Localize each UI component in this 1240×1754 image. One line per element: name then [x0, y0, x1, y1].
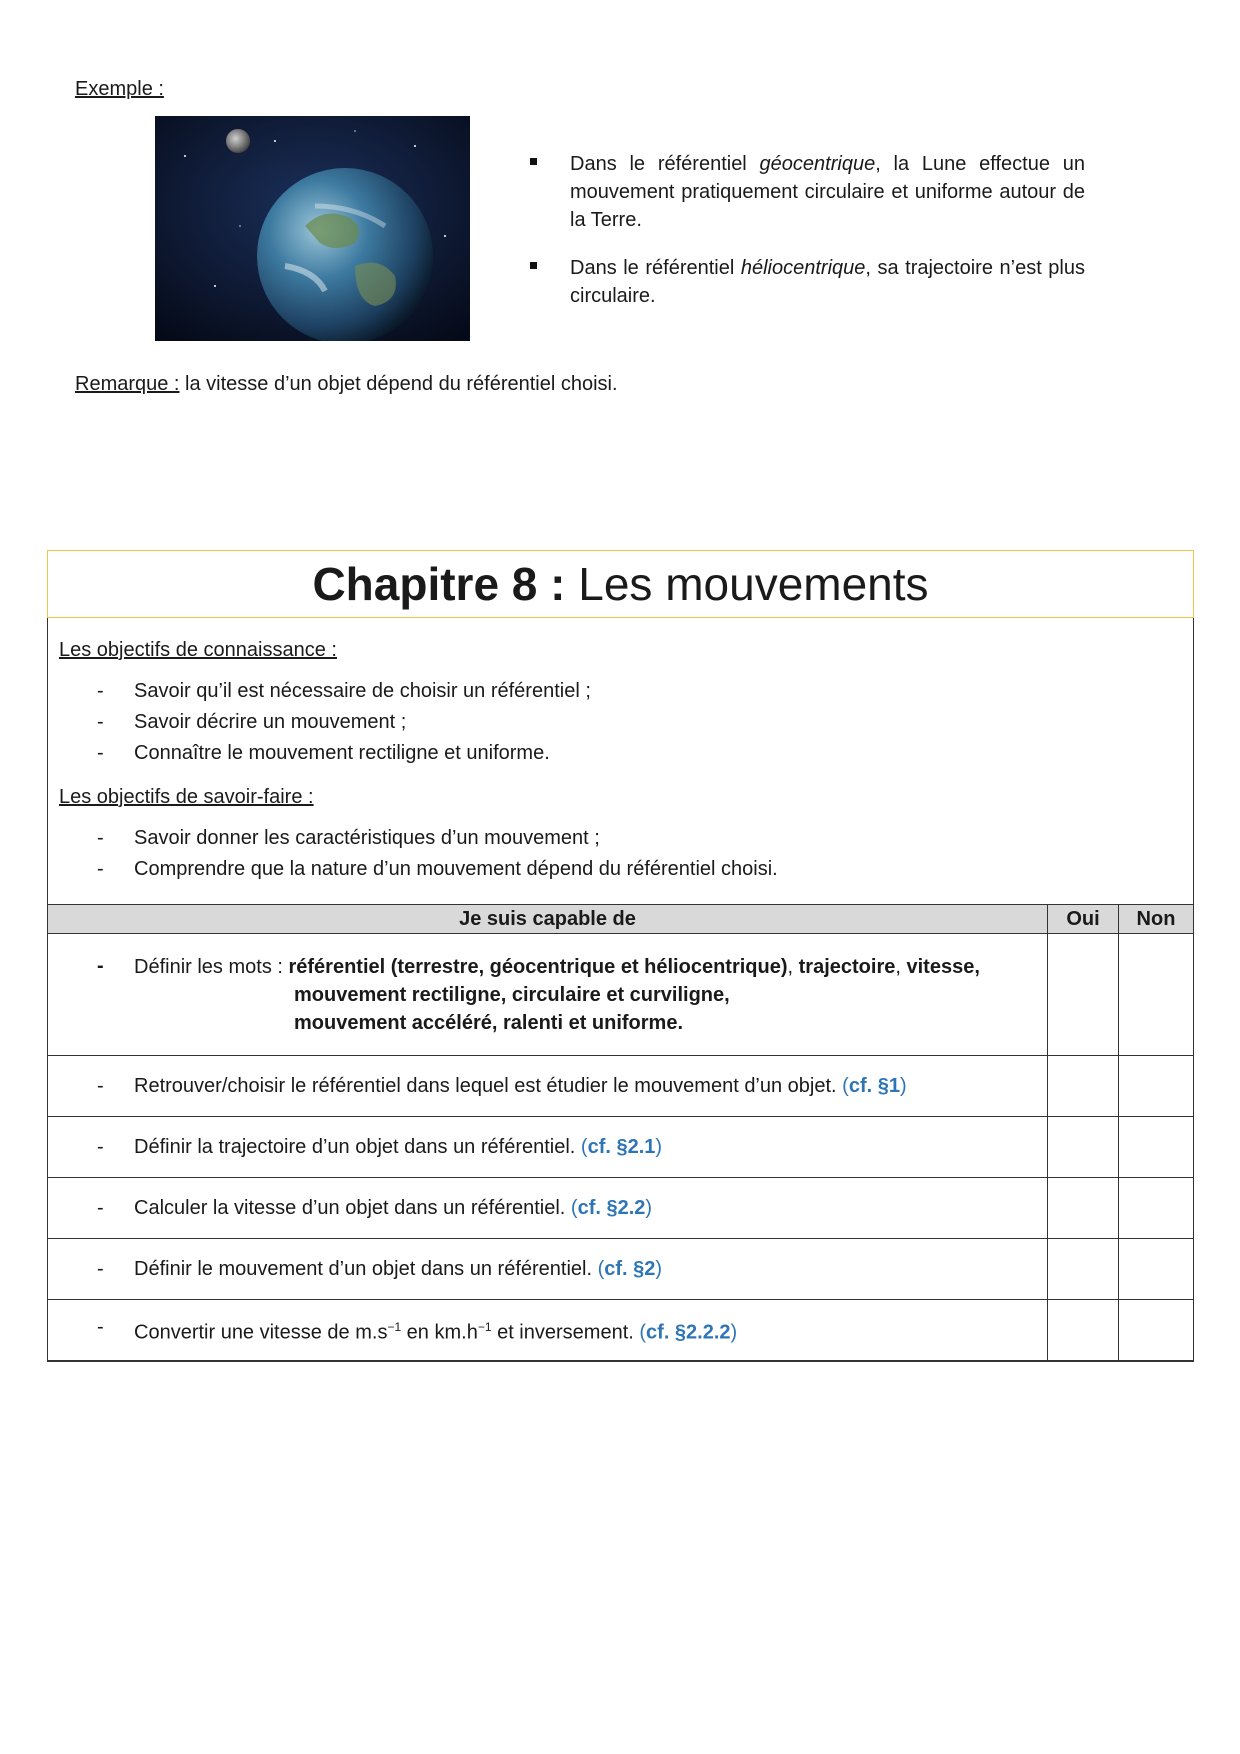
knowledge-objectives: [59, 636, 1179, 769]
bullet-text: , sa trajectoire n’est plus circulaire.: [570, 257, 1085, 307]
oui-checkbox-cell[interactable]: [1048, 1056, 1119, 1117]
chapter-name: Les mouvements: [565, 558, 929, 610]
remark: [75, 373, 618, 396]
skills-list: [59, 823, 1179, 885]
skill-text: Définir la trajectoire d’un objet dans un référentiel.: [134, 1136, 581, 1158]
skill-keyword: mouvement rectiligne, circulaire et curviligne,: [294, 983, 730, 1006]
skill-cell: - Convertir une vitesse de $m.s^{-1}$ en $km.h^{-1}$ et inversement. (cf. §2.2.2): [48, 1300, 1048, 1361]
skill-keyword: mouvement accéléré, ralenti et uniforme.: [294, 1011, 684, 1034]
section-reference: cf. §2: [604, 1258, 656, 1280]
list-item-text: Connaître le mouvement rectiligne et uniforme.: [134, 742, 550, 764]
skill-keyword: référentiel (terrestre, géocentrique et héliocentrique): [288, 955, 788, 978]
knowledge-heading: Les objectifs de connaissance :: [59, 639, 337, 661]
skill-keyword: trajectoire: [798, 955, 896, 978]
table-row: [48, 934, 1194, 1056]
non-checkbox-cell[interactable]: [1119, 1117, 1194, 1178]
skill-sep: ,: [787, 955, 799, 978]
self-assessment-table: [47, 904, 1194, 1361]
skills-heading: Les objectifs de savoir-faire :: [59, 786, 314, 808]
non-checkbox-cell[interactable]: [1119, 934, 1194, 1056]
table-header-row: [48, 905, 1194, 934]
oui-checkbox-cell[interactable]: [1048, 1117, 1119, 1178]
skill-cell: - Définir le mouvement d’un objet dans un référentiel. (cf. §2): [48, 1239, 1048, 1300]
example-bullet-geocentric: [530, 150, 1085, 234]
square-bullet-icon: [530, 262, 537, 269]
skill-sep: ,: [895, 955, 907, 978]
section-reference: cf. §2.2.2: [646, 1321, 731, 1344]
earth-moon-image: [155, 116, 470, 341]
table-row: [48, 1239, 1194, 1300]
skill-text: en km.h: [401, 1321, 478, 1344]
chapter-title-bar: [47, 550, 1194, 618]
knowledge-list: [59, 676, 1179, 769]
skill-cell: - Définir les mots : référentiel (terrestre, géocentrique et héliocentrique), trajectoire, vitesse, mouvement rectiligne, circulaire et curviligne, mouvement accéléré, ralenti et uniforme.: [48, 934, 1048, 1056]
list-item: - Comprendre que la nature d’un mouvement dépend du référentiel choisi.: [97, 858, 778, 880]
example-bullet-heliocentric: [530, 254, 1085, 310]
skill-objectives: [59, 783, 1179, 885]
list-item: - Savoir décrire un mouvement ;: [97, 711, 407, 733]
table-row: [48, 1300, 1194, 1361]
list-item-text: Savoir qu’il est nécessaire de choisir un référentiel ;: [134, 680, 591, 702]
skill-text: Définir le mouvement d’un objet dans un référentiel.: [134, 1258, 598, 1280]
skill-cell: - Retrouver/choisir le référentiel dans lequel est étudier le mouvement d’un objet. (cf. §1): [48, 1056, 1048, 1117]
list-item-text: Comprendre que la nature d’un mouvement dépend du référentiel choisi.: [134, 858, 778, 880]
skill-text: Calculer la vitesse d’un objet dans un référentiel.: [134, 1197, 571, 1219]
oui-checkbox-cell[interactable]: [1048, 1178, 1119, 1239]
non-checkbox-cell[interactable]: [1119, 1300, 1194, 1361]
exponent: −1: [387, 1320, 402, 1335]
remark-text: la vitesse d’un objet dépend du référentiel choisi.: [179, 373, 618, 395]
section-reference: cf. §2.1: [587, 1136, 656, 1158]
bullet-text: Dans le référentiel: [570, 257, 741, 279]
oui-checkbox-cell[interactable]: [1048, 1239, 1119, 1300]
bullet-emphasis: héliocentrique: [740, 257, 866, 279]
skill-text: et inversement.: [491, 1321, 640, 1344]
skill-cell: - Calculer la vitesse d’un objet dans un référentiel. (cf. §2.2): [48, 1178, 1048, 1239]
oui-checkbox-cell[interactable]: [1048, 1300, 1119, 1361]
list-item-text: Savoir décrire un mouvement ;: [134, 711, 407, 733]
section-reference: cf. §1: [848, 1075, 900, 1097]
skill-text: Définir les mots :: [134, 955, 289, 978]
chapter-box: [47, 550, 1194, 1362]
header-non: Non: [1119, 905, 1194, 934]
section-reference: cf. §2.2: [577, 1197, 646, 1219]
list-item: - Savoir qu’il est nécessaire de choisir un référentiel ;: [97, 680, 591, 702]
square-bullet-icon: [530, 158, 537, 165]
oui-checkbox-cell[interactable]: [1048, 934, 1119, 1056]
list-item: - Connaître le mouvement rectiligne et uniforme.: [97, 742, 550, 764]
table-row: [48, 1117, 1194, 1178]
skill-text: Retrouver/choisir le référentiel dans lequel est étudier le mouvement d’un objet.: [134, 1075, 843, 1097]
chapter-title: [312, 558, 928, 610]
non-checkbox-cell[interactable]: [1119, 1056, 1194, 1117]
bullet-text: , la Lune effectue un mouvement pratiquement circulaire et uniforme autour de la Terre.: [570, 153, 1085, 231]
table-row: [48, 1056, 1194, 1117]
remark-label: Remarque :: [75, 373, 180, 395]
table-row: [48, 1178, 1194, 1239]
bullet-emphasis: géocentrique: [759, 153, 876, 175]
list-item-text: Savoir donner les caractéristiques d’un mouvement ;: [134, 827, 600, 849]
exponent: −1: [477, 1320, 492, 1335]
skill-keyword: vitesse,: [906, 955, 980, 978]
example-heading: Exemple :: [75, 78, 164, 100]
bullet-text: Dans le référentiel: [570, 153, 760, 175]
header-capable: Je suis capable de: [48, 905, 1048, 934]
skill-text: Convertir une vitesse de m.s: [134, 1321, 388, 1344]
skill-cell: - Définir la trajectoire d’un objet dans un référentiel. (cf. §2.1): [48, 1117, 1048, 1178]
header-oui: Oui: [1048, 905, 1119, 934]
non-checkbox-cell[interactable]: [1119, 1239, 1194, 1300]
chapter-number: Chapitre 8 :: [312, 558, 566, 610]
list-item: - Savoir donner les caractéristiques d’un mouvement ;: [97, 827, 600, 849]
non-checkbox-cell[interactable]: [1119, 1178, 1194, 1239]
